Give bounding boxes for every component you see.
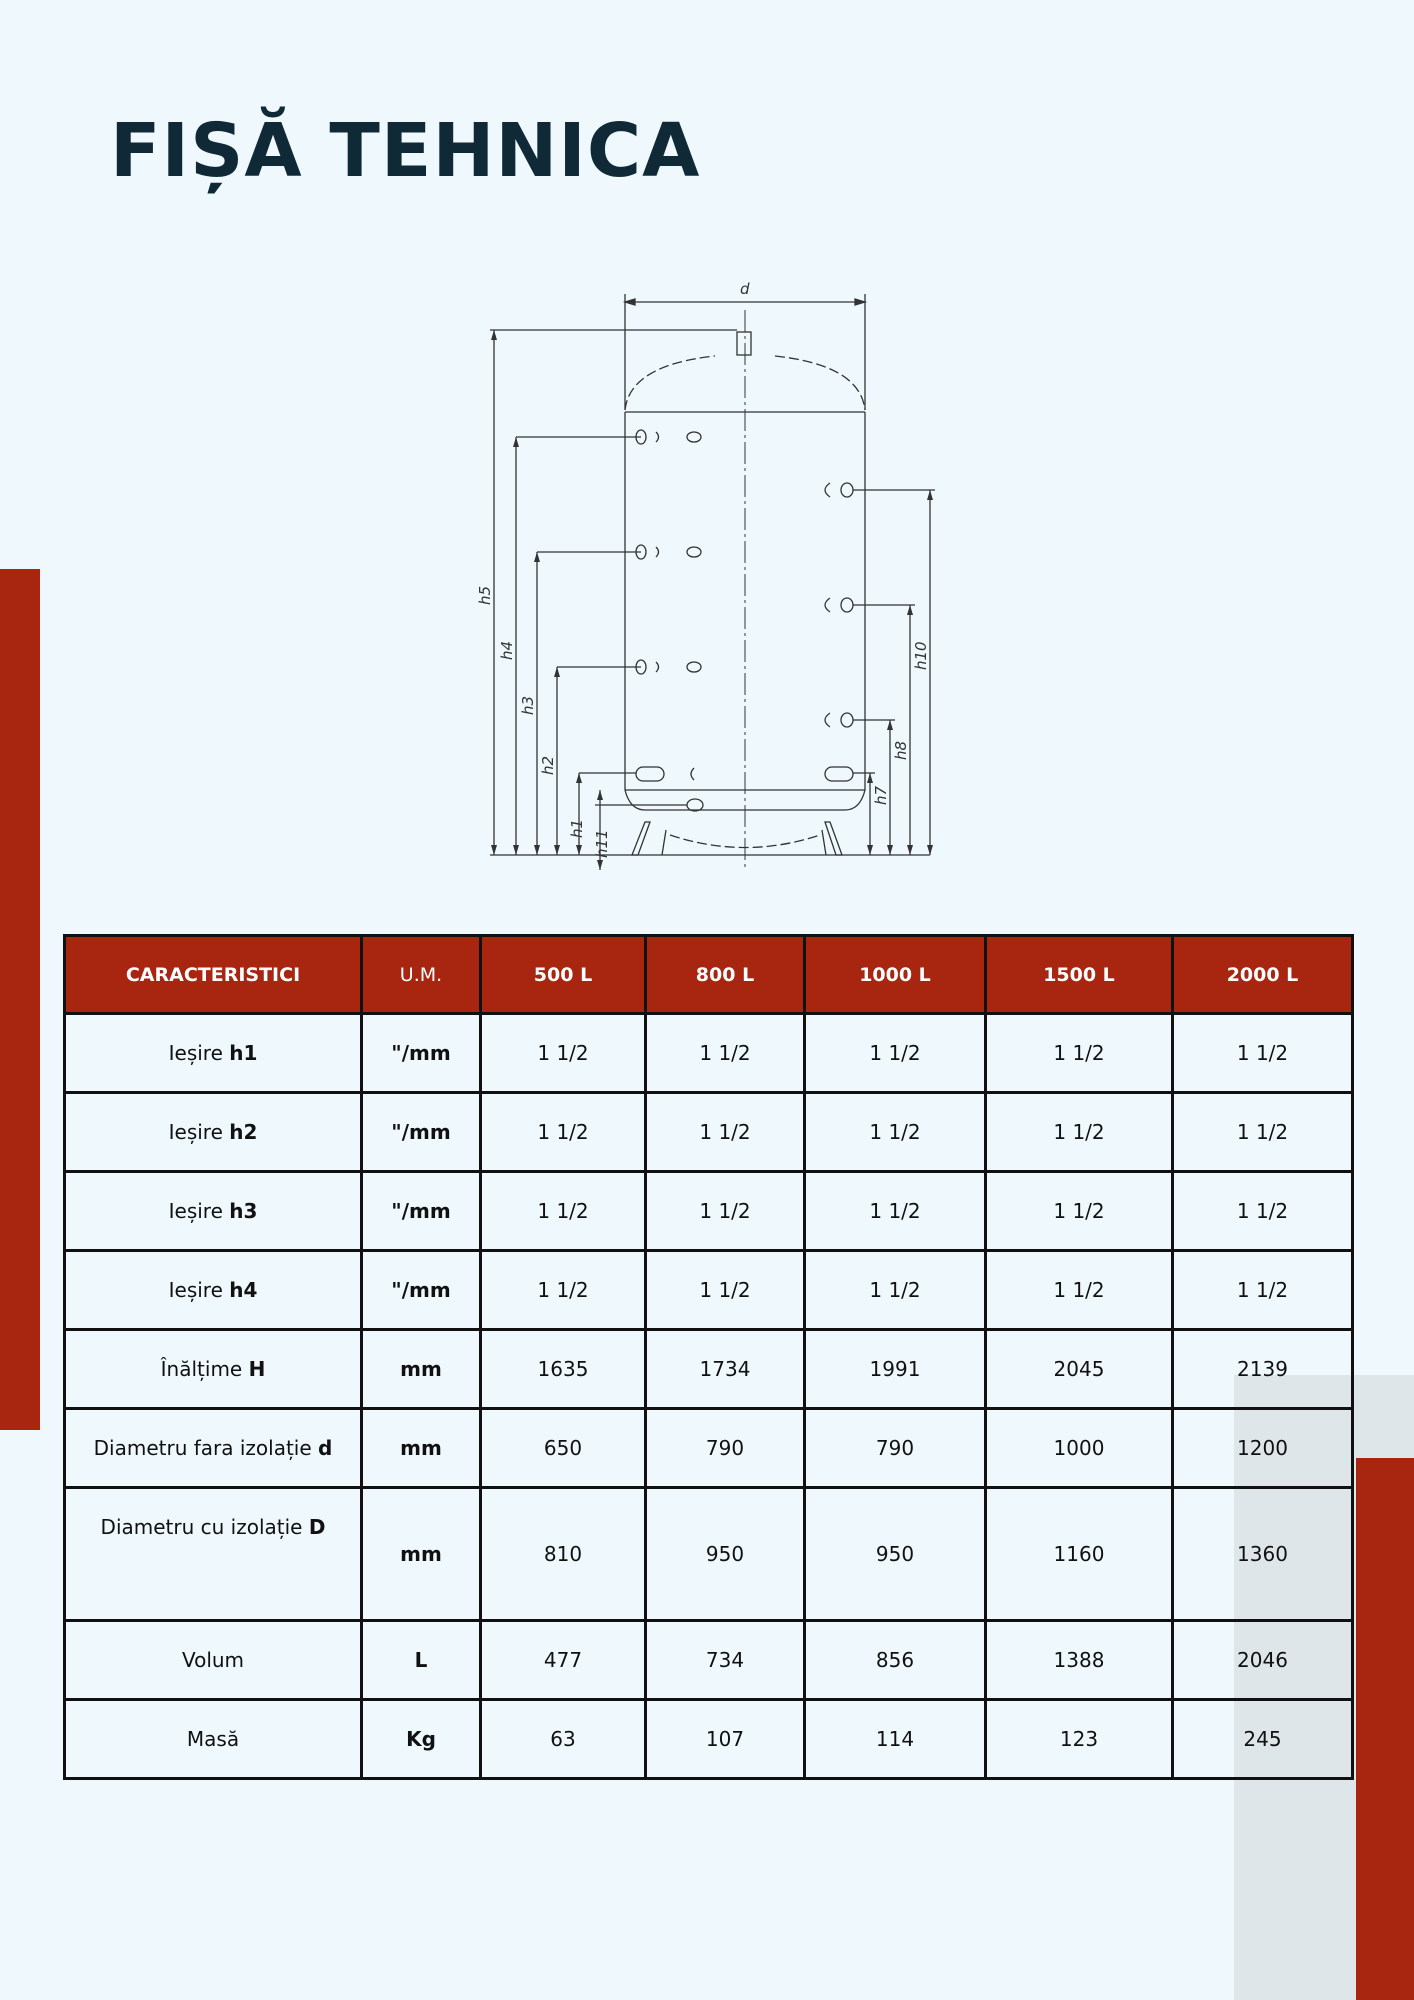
row-unit: "/mm	[362, 1251, 481, 1330]
row-unit: "/mm	[362, 1014, 481, 1093]
table-cell: 1388	[986, 1621, 1173, 1700]
dim-label-h3: h3	[519, 695, 537, 715]
table-cell: 1 1/2	[805, 1093, 986, 1172]
row-label	[65, 1093, 362, 1172]
table-cell: 1 1/2	[646, 1172, 805, 1251]
dim-label-h7: h7	[872, 785, 890, 805]
table-cell: 1 1/2	[646, 1251, 805, 1330]
row-label-text: Diametru fara izolație	[93, 1436, 319, 1460]
table-row	[65, 1093, 1353, 1172]
row-label-symbol: d	[318, 1436, 333, 1460]
row-label-text: Ieșire	[168, 1278, 230, 1302]
table-cell: 114	[805, 1700, 986, 1779]
table-cell: 1 1/2	[481, 1093, 646, 1172]
table-cell: 1 1/2	[1173, 1014, 1353, 1093]
row-label-symbol: h1	[229, 1041, 258, 1065]
header-unit: U.M.	[362, 936, 481, 1014]
dim-label-h5: h5	[476, 585, 494, 605]
table-cell: 123	[986, 1700, 1173, 1779]
table-cell: 1 1/2	[1173, 1251, 1353, 1330]
table-row	[65, 1488, 1353, 1621]
table-cell: 1 1/2	[805, 1172, 986, 1251]
row-label-symbol: h2	[229, 1120, 258, 1144]
row-label	[65, 1700, 362, 1779]
table-header-row	[65, 936, 1353, 1014]
table-cell: 856	[805, 1621, 986, 1700]
header-1500l: 1500 L	[986, 936, 1173, 1014]
header-800l: 800 L	[646, 936, 805, 1014]
header-2000l: 2000 L	[1173, 936, 1353, 1014]
table-cell: 650	[481, 1409, 646, 1488]
dim-label-h4: h4	[498, 640, 516, 660]
table-cell: 1 1/2	[1173, 1093, 1353, 1172]
table-cell: 1 1/2	[986, 1014, 1173, 1093]
table-cell: 950	[805, 1488, 986, 1621]
table-cell: 1200	[1173, 1409, 1353, 1488]
table-cell: 2139	[1173, 1330, 1353, 1409]
row-unit: L	[362, 1621, 481, 1700]
row-unit: mm	[362, 1488, 481, 1621]
table-row	[65, 1700, 1353, 1779]
row-label-text: Ieșire	[168, 1199, 230, 1223]
dim-label-h11: h11	[593, 829, 611, 858]
row-label-symbol: h3	[229, 1199, 258, 1223]
row-unit: "/mm	[362, 1172, 481, 1251]
page-title: FIȘĂ TEHNICA	[110, 108, 701, 194]
table-cell: 63	[481, 1700, 646, 1779]
left-accent-bar	[0, 569, 40, 1430]
table-cell: 790	[805, 1409, 986, 1488]
row-unit: Kg	[362, 1700, 481, 1779]
row-label-symbol: h4	[229, 1278, 258, 1302]
table-cell: 734	[646, 1621, 805, 1700]
table-cell: 810	[481, 1488, 646, 1621]
row-label	[65, 1488, 362, 1621]
dim-label-d: d	[740, 280, 750, 298]
table-cell: 950	[646, 1488, 805, 1621]
row-label-text: Masă	[186, 1727, 240, 1751]
header-characteristics: CARACTERISTICI	[65, 936, 362, 1014]
table-cell: 790	[646, 1409, 805, 1488]
row-label-text: Ieșire	[168, 1041, 230, 1065]
row-label	[65, 1014, 362, 1093]
table-cell: 1 1/2	[646, 1014, 805, 1093]
table-row	[65, 1014, 1353, 1093]
table-cell: 1 1/2	[481, 1251, 646, 1330]
row-label-symbol: H	[248, 1357, 266, 1381]
table-row	[65, 1251, 1353, 1330]
row-label-symbol: D	[308, 1515, 326, 1539]
table-cell: 1 1/2	[986, 1251, 1173, 1330]
row-label-text: Înălțime	[160, 1357, 249, 1381]
table-cell: 1 1/2	[986, 1172, 1173, 1251]
table-cell: 1 1/2	[481, 1172, 646, 1251]
row-unit: mm	[362, 1409, 481, 1488]
table-cell: 2045	[986, 1330, 1173, 1409]
table-cell: 2046	[1173, 1621, 1353, 1700]
row-label-text: Volum	[181, 1648, 245, 1672]
table-cell: 1635	[481, 1330, 646, 1409]
table-cell: 245	[1173, 1700, 1353, 1779]
row-label	[65, 1621, 362, 1700]
row-label	[65, 1251, 362, 1330]
row-unit: "/mm	[362, 1093, 481, 1172]
table-row	[65, 1409, 1353, 1488]
table-cell: 1 1/2	[1173, 1172, 1353, 1251]
table-cell: 1 1/2	[805, 1014, 986, 1093]
specifications-table	[63, 934, 1354, 1780]
table-cell: 1734	[646, 1330, 805, 1409]
header-1000l: 1000 L	[805, 936, 986, 1014]
row-label-text: Diametru cu izolație	[100, 1515, 309, 1539]
row-unit: mm	[362, 1330, 481, 1409]
row-label	[65, 1409, 362, 1488]
table-cell: 1 1/2	[481, 1014, 646, 1093]
table-row	[65, 1330, 1353, 1409]
header-500l: 500 L	[481, 936, 646, 1014]
table-cell: 1000	[986, 1409, 1173, 1488]
table-row	[65, 1172, 1353, 1251]
tank-technical-drawing	[470, 270, 950, 880]
dim-label-h2: h2	[539, 755, 557, 775]
dim-label-h8: h8	[892, 740, 910, 760]
table-cell: 1 1/2	[986, 1093, 1173, 1172]
table-cell: 1 1/2	[805, 1251, 986, 1330]
table-cell: 1 1/2	[646, 1093, 805, 1172]
row-label-text: Ieșire	[168, 1120, 230, 1144]
dim-label-h10: h10	[912, 641, 930, 670]
dim-label-h1: h1	[568, 818, 586, 838]
table-cell: 1360	[1173, 1488, 1353, 1621]
table-cell: 1160	[986, 1488, 1173, 1621]
table-cell: 477	[481, 1621, 646, 1700]
table-cell: 107	[646, 1700, 805, 1779]
table-row	[65, 1621, 1353, 1700]
right-accent-bar	[1356, 1458, 1414, 2000]
table-cell: 1991	[805, 1330, 986, 1409]
row-label	[65, 1172, 362, 1251]
row-label	[65, 1330, 362, 1409]
